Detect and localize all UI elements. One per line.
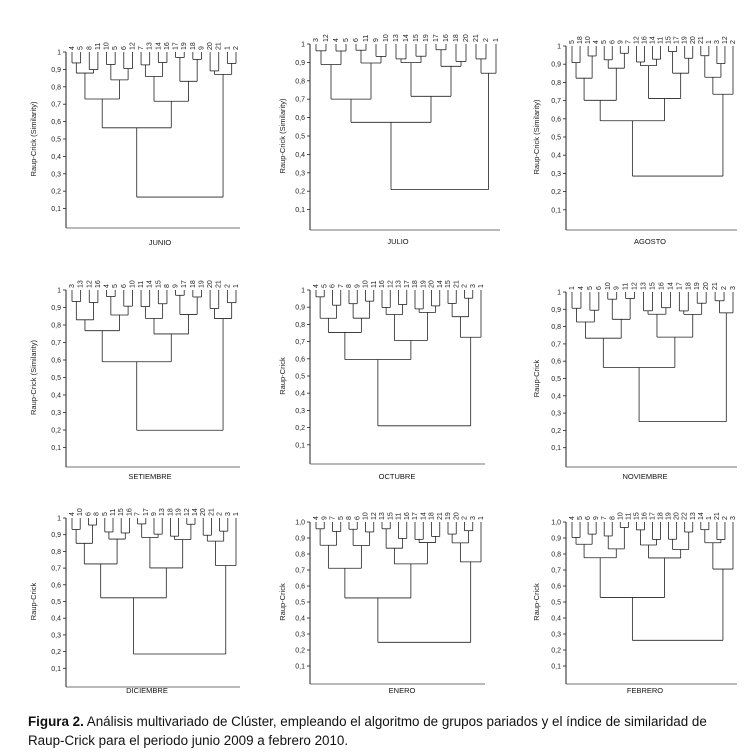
y-axis-label: Raup-Crick — [278, 583, 287, 621]
y-tick-label: 0,4 — [295, 151, 305, 159]
leaf-label: 21 — [697, 36, 705, 44]
y-tick-label: 0,8 — [551, 324, 561, 332]
leaf-label: 16 — [641, 512, 649, 520]
y-tick-label: 0,9 — [295, 535, 305, 543]
leaf-label: 7 — [337, 284, 345, 288]
y-tick-label: 1 — [301, 287, 305, 295]
y-tick-label: 0,5 — [551, 134, 561, 142]
caption-label: Figura 2. — [28, 714, 84, 729]
y-tick-label: 0,7 — [51, 340, 61, 347]
leaf-label: 21 — [215, 280, 223, 288]
leaf-label: 10 — [103, 42, 111, 50]
leaf-label: 16 — [94, 280, 102, 288]
leaf-label: 5 — [77, 46, 85, 50]
leaf-label: 20 — [673, 512, 681, 520]
y-tick-label: 0,5 — [51, 599, 61, 606]
leaf-label: 1 — [569, 286, 576, 290]
leaf-label: 11 — [395, 512, 403, 520]
leaf-label: 20 — [453, 512, 461, 520]
leaf-label: 9 — [373, 38, 380, 42]
leaf-label: 6 — [353, 38, 360, 42]
y-tick-label: 0,3 — [51, 632, 61, 640]
leaf-label: 8 — [609, 516, 617, 520]
leaf-label: 21 — [713, 512, 721, 520]
leaf-label: 9 — [593, 516, 601, 520]
caption-text: Análisis multivariado de Clúster, empleando el algoritmo de grupos pariados y el índice de similaridad de Raup-Crick para el periodo junio 2009 a febrero 2010. — [28, 714, 707, 748]
leaf-label: 7 — [134, 512, 142, 516]
leaf-label: 3 — [730, 286, 737, 290]
leaf-label: 21 — [712, 282, 720, 290]
leaf-label: 10 — [604, 282, 612, 290]
y-tick-label: 0,6 — [295, 356, 305, 364]
leaf-label: 19 — [198, 280, 206, 288]
leaf-label: 21 — [473, 34, 480, 42]
leaf-label: 17 — [676, 282, 684, 290]
y-axis-label: Raup-Crick (Similarity) — [532, 99, 541, 175]
leaf-label: 6 — [85, 512, 93, 516]
y-tick-label: 0,1 — [51, 206, 61, 214]
y-tick-label: 1 — [57, 287, 61, 295]
leaf-label: 13 — [640, 282, 648, 290]
leaf-label: 15 — [118, 508, 126, 516]
leaf-label: 15 — [387, 512, 395, 520]
y-tick-label: 0,2 — [295, 425, 305, 433]
leaf-label: 12 — [631, 282, 639, 290]
leaf-label: 17 — [433, 34, 440, 42]
leaf-label: 17 — [649, 512, 657, 520]
leaf-label: 16 — [163, 42, 171, 50]
leaf-label: 3 — [469, 516, 477, 520]
leaf-label: 6 — [609, 40, 617, 44]
y-tick-label: 0,7 — [51, 101, 61, 109]
y-tick-label: 0,7 — [295, 339, 305, 347]
leaf-label: 5 — [112, 284, 120, 288]
leaf-label: 1 — [478, 516, 485, 520]
leaf-label: 16 — [658, 282, 666, 290]
y-tick-label: 0,3 — [51, 171, 61, 179]
panel-title: DICIEMBRE — [126, 686, 168, 695]
leaf-label: 7 — [601, 516, 609, 520]
leaf-label: 19 — [681, 36, 689, 44]
y-tick-label: 0,5 — [295, 599, 305, 607]
y-tick-label: 0,7 — [551, 98, 561, 106]
y-tick-label: 0,4 — [51, 392, 61, 400]
y-tick-label: 0,6 — [551, 358, 561, 366]
leaf-label: 13 — [146, 42, 154, 50]
leaf-label: 19 — [420, 280, 428, 288]
y-tick-label: 0,2 — [51, 649, 61, 657]
y-tick-label: 1 — [557, 289, 561, 297]
y-tick-label: 0,9 — [295, 304, 305, 312]
y-tick-label: 0,4 — [51, 153, 61, 161]
leaf-label: 5 — [101, 512, 109, 516]
leaf-label: 19 — [445, 512, 452, 520]
leaf-label: 16 — [443, 34, 450, 42]
leaf-label: 11 — [657, 36, 665, 44]
leaf-label: 21 — [208, 508, 216, 516]
leaf-label: 19 — [175, 508, 183, 516]
leaf-label: 1 — [233, 512, 240, 516]
leaf-label: 4 — [69, 46, 76, 50]
leaf-label: 18 — [685, 282, 693, 290]
y-axis-label: Raup-Crick — [29, 582, 38, 621]
y-tick-label: 0,4 — [295, 390, 305, 398]
leaf-label: 14 — [436, 280, 444, 288]
leaf-label: 10 — [77, 508, 85, 516]
y-tick-label: 0,2 — [295, 188, 305, 196]
y-tick-label: 0,3 — [295, 631, 305, 639]
leaf-label: 2 — [233, 46, 240, 50]
leaf-label: 3 — [224, 512, 232, 516]
y-tick-label: 0,1 — [551, 663, 561, 671]
leaf-label: 2 — [721, 516, 729, 520]
y-tick-label: 1 — [557, 43, 561, 51]
y-tick-label: 0,4 — [295, 615, 305, 623]
leaf-label: 12 — [633, 36, 641, 44]
leaf-label: 19 — [665, 512, 673, 520]
leaf-label: 13 — [395, 280, 403, 288]
leaf-label: 4 — [569, 516, 576, 520]
leaf-label: 16 — [641, 36, 649, 44]
leaf-label: 20 — [703, 282, 711, 290]
leaf-label: 11 — [110, 508, 117, 516]
leaf-label: 14 — [192, 508, 199, 516]
leaf-label: 14 — [420, 512, 428, 520]
leaf-label: 9 — [613, 286, 621, 290]
leaf-label: 5 — [343, 38, 350, 42]
leaf-label: 6 — [595, 286, 603, 290]
leaf-label: 3 — [713, 40, 721, 44]
leaf-label: 21 — [436, 512, 444, 520]
leaf-label: 8 — [86, 46, 94, 50]
y-tick-label: 0,1 — [551, 445, 561, 453]
y-axis-label: Raup-Crick — [532, 359, 541, 398]
leaf-label: 8 — [346, 516, 353, 520]
leaf-label: 7 — [138, 46, 146, 50]
y-axis-label: Raup-Crick (Similarity) — [278, 98, 287, 174]
leaf-label: 1 — [705, 40, 713, 44]
leaf-label: 7 — [625, 40, 633, 44]
y-tick-label: 0,6 — [51, 119, 61, 127]
leaf-label: 6 — [354, 516, 362, 520]
leaf-label: 4 — [313, 284, 320, 288]
leaf-label: 9 — [151, 512, 158, 516]
leaf-label: 18 — [428, 512, 436, 520]
leaf-label: 18 — [453, 34, 460, 42]
leaf-label: 21 — [215, 42, 223, 50]
leaf-label: 13 — [159, 508, 167, 516]
leaf-label: 4 — [313, 516, 320, 520]
y-tick-label: 0,9 — [295, 59, 305, 67]
leaf-label: 10 — [585, 36, 593, 44]
leaf-label: 18 — [167, 508, 175, 516]
leaf-label: 1 — [493, 38, 500, 42]
leaf-label: 5 — [586, 286, 594, 290]
leaf-label: 12 — [370, 512, 378, 520]
leaf-label: 13 — [393, 34, 400, 42]
y-tick-label: 0,1 — [51, 665, 61, 673]
y-tick-label: 0,1 — [295, 207, 305, 215]
y-tick-label: 0,5 — [51, 375, 61, 382]
leaf-label: 5 — [569, 40, 576, 44]
leaf-label: 6 — [329, 284, 337, 288]
leaf-label: 8 — [346, 284, 353, 288]
y-tick-label: 0,8 — [295, 321, 305, 329]
leaf-label: 1 — [705, 516, 713, 520]
leaf-label: 20 — [207, 280, 215, 288]
leaf-label: 14 — [146, 280, 154, 288]
y-axis-label: Raup-Crick — [278, 357, 287, 395]
leaf-label: 3 — [313, 38, 320, 42]
leaf-label: 9 — [321, 516, 329, 520]
leaf-label: 11 — [94, 42, 102, 50]
y-tick-label: 0,4 — [551, 615, 561, 623]
y-tick-label: 0,6 — [51, 582, 61, 590]
leaf-label: 18 — [189, 42, 197, 50]
y-tick-label: 0,5 — [295, 133, 305, 141]
leaf-label: 9 — [354, 284, 362, 288]
leaf-label: 19 — [694, 282, 702, 290]
panel-title: JUNIO — [148, 238, 172, 247]
y-tick-label: 0,8 — [295, 551, 305, 559]
y-tick-label: 0,8 — [551, 551, 561, 559]
leaf-label: 5 — [337, 516, 345, 520]
leaf-label: 10 — [362, 512, 370, 520]
leaf-label: 6 — [585, 516, 593, 520]
leaf-label: 12 — [86, 280, 94, 288]
leaf-label: 20 — [428, 280, 436, 288]
leaf-label: 20 — [200, 508, 208, 516]
y-tick-label: 0,1 — [295, 663, 305, 671]
leaf-label: 11 — [138, 280, 146, 288]
y-tick-label: 1 — [57, 515, 61, 523]
leaf-label: 1 — [478, 284, 485, 288]
leaf-label: 12 — [387, 280, 395, 288]
y-tick-label: 0,9 — [551, 61, 561, 69]
leaf-label: 20 — [689, 36, 697, 44]
leaf-label: 6 — [120, 46, 128, 50]
leaf-label: 5 — [601, 40, 609, 44]
leaf-label: 2 — [224, 284, 232, 288]
leaf-label: 18 — [189, 280, 197, 288]
leaf-label: 17 — [412, 512, 419, 520]
leaf-label: 17 — [181, 280, 189, 288]
y-tick-label: 0,2 — [551, 647, 561, 655]
leaf-label: 5 — [321, 284, 329, 288]
leaf-label: 14 — [155, 42, 163, 50]
leaf-label: 16 — [379, 280, 386, 288]
panel-title: SETIEMBRE — [128, 472, 172, 481]
leaf-label: 15 — [649, 282, 657, 290]
y-tick-label: 0,3 — [551, 170, 561, 178]
y-tick-label: 0,8 — [551, 79, 561, 87]
y-tick-label: 0,6 — [295, 583, 305, 591]
leaf-label: 10 — [362, 280, 370, 288]
leaf-label: 20 — [463, 34, 470, 42]
leaf-label: 9 — [172, 284, 180, 288]
leaf-label: 4 — [593, 40, 601, 44]
y-tick-label: 0,6 — [295, 115, 305, 123]
leaf-label: 8 — [93, 512, 101, 516]
y-tick-label: 0,9 — [51, 305, 61, 312]
y-tick-label: 0,2 — [51, 188, 61, 196]
y-tick-label: 0,8 — [51, 548, 61, 556]
leaf-label: 17 — [172, 42, 180, 50]
leaf-label: 2 — [483, 38, 490, 42]
leaf-label: 2 — [461, 516, 469, 520]
y-tick-label: 0,3 — [551, 631, 561, 639]
y-tick-label: 1,0 — [551, 519, 561, 527]
y-tick-label: 0,8 — [295, 78, 305, 86]
leaf-label: 2 — [730, 40, 737, 44]
y-tick-label: 0,9 — [51, 66, 61, 74]
leaf-label: 3 — [730, 516, 737, 520]
leaf-label: 15 — [155, 280, 163, 288]
y-tick-label: 0,5 — [295, 373, 305, 381]
panel-title: ENERO — [388, 686, 416, 695]
y-tick-label: 0,4 — [551, 152, 561, 160]
panel-title: FEBRERO — [626, 686, 664, 695]
leaf-label: 5 — [112, 46, 120, 50]
leaf-label: 2 — [721, 286, 729, 290]
leaf-label: 4 — [577, 286, 585, 290]
y-tick-label: 0,1 — [551, 207, 561, 215]
y-tick-label: 0,3 — [295, 407, 305, 415]
y-tick-label: 0,2 — [551, 427, 561, 435]
leaf-label: 14 — [697, 512, 705, 520]
leaf-label: 10 — [383, 34, 390, 42]
leaf-label: 3 — [69, 284, 76, 288]
y-tick-label: 0,4 — [551, 393, 561, 401]
leaf-label: 11 — [625, 512, 633, 520]
y-tick-label: 0,3 — [295, 170, 305, 178]
y-tick-label: 0,3 — [51, 410, 61, 417]
leaf-label: 4 — [69, 512, 76, 516]
leaf-label: 4 — [103, 284, 111, 288]
leaf-label: 18 — [412, 280, 419, 288]
leaf-label: 12 — [183, 508, 191, 516]
y-tick-label: 0,4 — [51, 615, 61, 623]
leaf-label: 4 — [333, 38, 340, 42]
leaf-label: 12 — [323, 34, 330, 42]
leaf-label: 16 — [403, 512, 411, 520]
leaf-label: 13 — [77, 280, 85, 288]
leaf-label: 21 — [453, 280, 461, 288]
y-tick-label: 0,7 — [295, 567, 305, 575]
y-axis-label: Raup-Crick — [532, 583, 541, 621]
leaf-label: 19 — [181, 42, 189, 50]
panel-title: NOVIEMBRE — [622, 472, 668, 481]
y-axis-label: Raup-Crick (Similarity) — [29, 101, 38, 177]
leaf-label: 14 — [403, 34, 410, 42]
leaf-label: 14 — [667, 282, 675, 290]
y-tick-label: 0,2 — [51, 427, 61, 435]
panel-title: JULIO — [387, 237, 409, 246]
leaf-label: 12 — [721, 36, 729, 44]
leaf-label: 19 — [423, 34, 430, 42]
leaf-label: 9 — [617, 40, 625, 44]
y-tick-label: 0,7 — [551, 567, 561, 575]
leaf-label: 7 — [329, 516, 337, 520]
y-tick-label: 0,7 — [51, 565, 61, 573]
leaf-label: 13 — [689, 512, 697, 520]
y-tick-label: 0,3 — [551, 410, 561, 418]
leaf-label: 5 — [577, 516, 585, 520]
y-tick-label: 0,1 — [51, 445, 61, 452]
leaf-label: 15 — [445, 280, 452, 288]
y-axis-label: Raup-Crick (Similarity) — [29, 339, 38, 416]
leaf-label: 20 — [207, 42, 215, 50]
y-tick-label: 0,8 — [51, 322, 61, 330]
leaf-label: 2 — [216, 512, 224, 516]
leaf-label: 15 — [665, 36, 673, 44]
leaf-label: 1 — [233, 284, 240, 288]
y-tick-label: 0,9 — [51, 532, 61, 540]
y-tick-label: 1,0 — [295, 519, 305, 527]
y-tick-label: 0,2 — [295, 647, 305, 655]
y-tick-label: 0,8 — [51, 84, 61, 92]
y-tick-label: 0,9 — [551, 306, 561, 314]
leaf-label: 11 — [622, 282, 630, 290]
y-tick-label: 0,7 — [295, 96, 305, 104]
y-tick-label: 1 — [57, 49, 61, 57]
leaf-label: 22 — [681, 512, 689, 520]
y-tick-label: 0,6 — [51, 357, 61, 365]
y-tick-label: 0,1 — [295, 442, 305, 450]
y-tick-label: 0,2 — [551, 189, 561, 197]
panel-title: AGOSTO — [634, 237, 666, 246]
leaf-label: 13 — [379, 512, 386, 520]
leaf-label: 17 — [142, 508, 150, 516]
leaf-label: 15 — [413, 34, 420, 42]
y-tick-label: 0,6 — [551, 116, 561, 124]
leaf-label: 10 — [617, 512, 625, 520]
leaf-label: 1 — [224, 46, 232, 50]
leaf-label: 11 — [363, 34, 370, 42]
leaf-label: 14 — [649, 36, 657, 44]
leaf-label: 15 — [633, 512, 641, 520]
y-tick-label: 0,5 — [51, 136, 61, 144]
leaf-label: 10 — [129, 280, 137, 288]
leaf-label: 3 — [469, 284, 477, 288]
y-tick-label: 0,5 — [551, 376, 561, 383]
leaf-label: 8 — [163, 284, 171, 288]
leaf-label: 16 — [126, 508, 134, 516]
y-tick-label: 0,7 — [551, 341, 561, 349]
leaf-label: 9 — [198, 46, 206, 50]
leaf-label: 11 — [370, 280, 378, 288]
leaf-label: 2 — [461, 284, 469, 288]
leaf-label: 18 — [577, 36, 585, 44]
leaf-label: 17 — [403, 280, 411, 288]
panel-title: OCTUBRE — [378, 472, 416, 481]
figure-caption — [28, 712, 740, 750]
y-tick-label: 0,9 — [551, 535, 561, 543]
y-tick-label: 0,6 — [551, 583, 561, 591]
leaf-label: 6 — [120, 284, 128, 288]
leaf-label: 12 — [129, 42, 137, 50]
leaf-label: 18 — [657, 512, 665, 520]
y-tick-label: 0,5 — [551, 599, 561, 607]
y-tick-label: 1 — [301, 41, 305, 49]
leaf-label: 17 — [673, 36, 681, 44]
